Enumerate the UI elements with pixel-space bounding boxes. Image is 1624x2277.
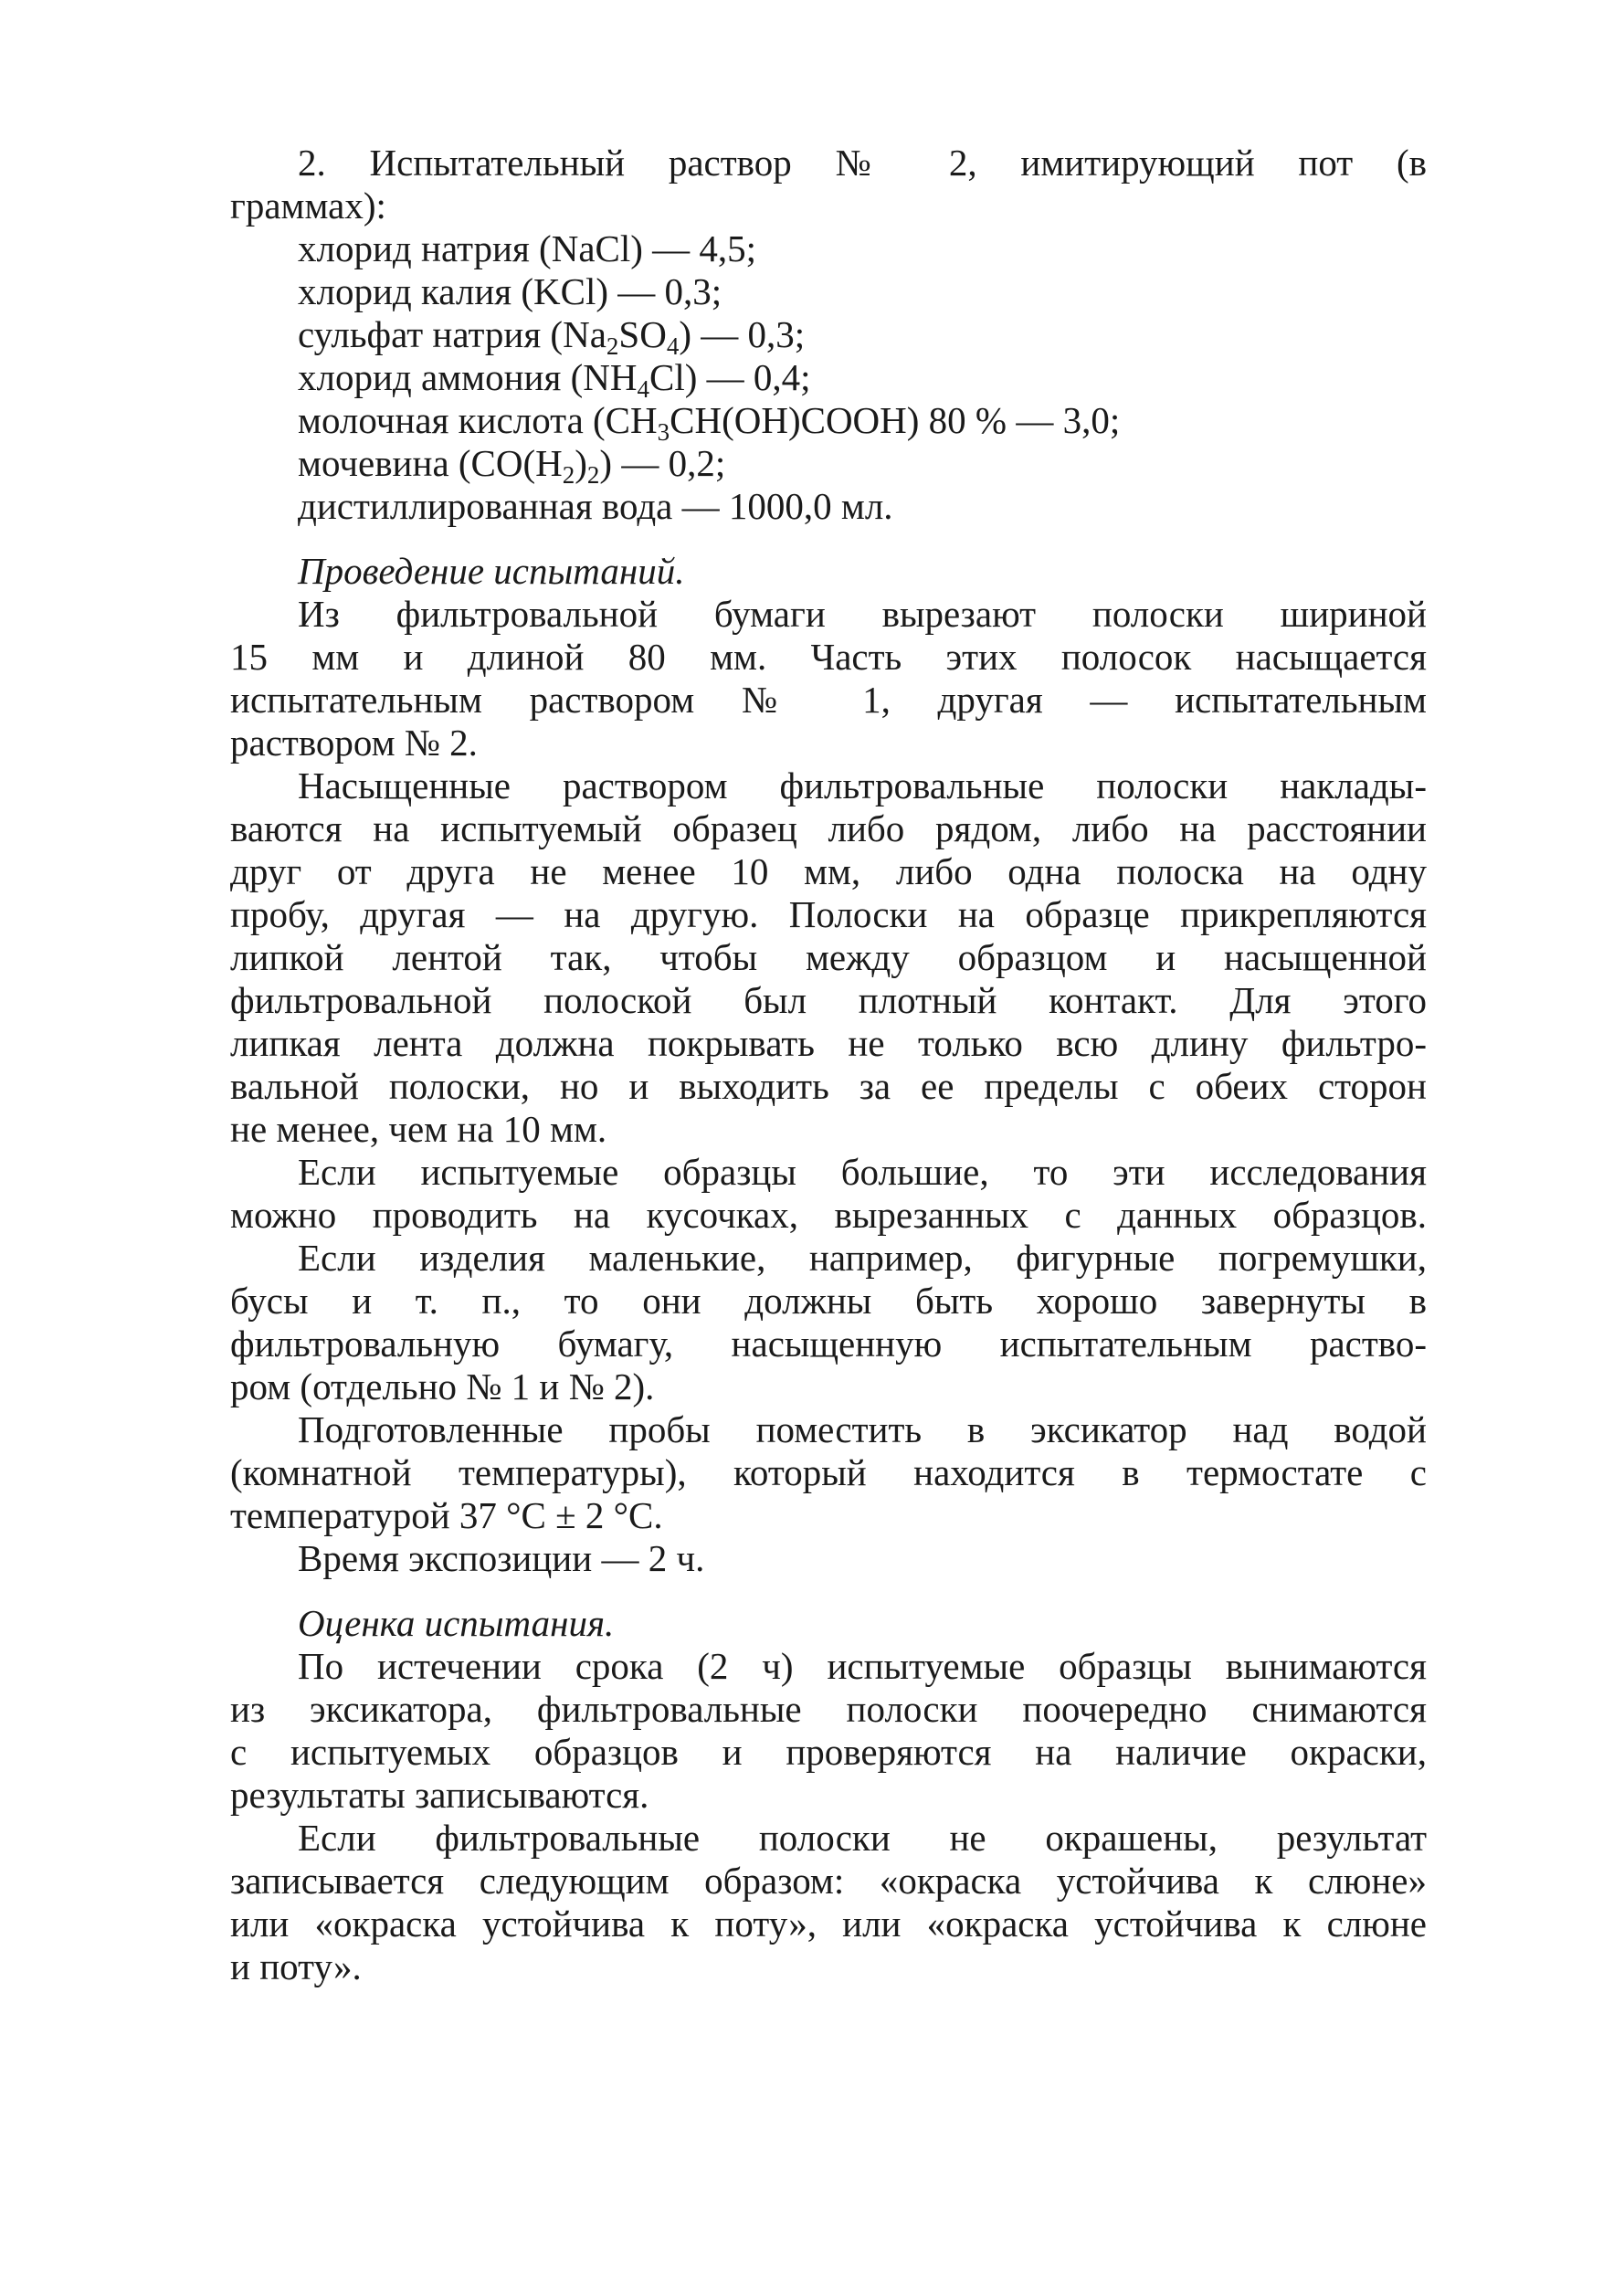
evaluation-line: с испытуемых образцов и проверяются на наличие окраски, [230, 1731, 1427, 1773]
procedure-line: фильтровальной полоской был плотный контакт. Для этого [230, 979, 1427, 1021]
procedure-line: Время экспозиции — 2 ч. [298, 1537, 705, 1579]
procedure-line: фильтровальную бумагу, насыщенную испытательным раство- [230, 1323, 1427, 1365]
ingredient-urea: мочевина $(CO(H_2)_2)$ — 0,2; [298, 442, 726, 489]
procedure-line: друг от друга не менее 10 мм, либо одна полоска на одну [230, 850, 1427, 892]
procedure-line: раствором № 2. [230, 722, 478, 764]
section-2-title-line-1: 2. Испытательный раствор № 2, имитирующий пот (в [298, 142, 1427, 184]
procedure-line: пробу, другая — на другую. Полоски на образце прикрепляются [230, 893, 1427, 935]
evaluation-line: или «окраска устойчива к поту», или «окраска устойчива к слюне [230, 1903, 1427, 1945]
procedure-line: липкой лентой так, чтобы между образцом и насыщенной [230, 936, 1427, 978]
procedure-line: Подготовленные пробы поместить в эксикатор над водой [298, 1408, 1427, 1450]
procedure-line: ваются на испытуемый образец либо рядом, либо на расстоянии [230, 807, 1427, 849]
procedure-line: испытательным раствором № 1, другая — испытательным [230, 679, 1427, 721]
procedure-line: бусы и т. п., то они должны быть хорошо завернуты в [230, 1280, 1427, 1322]
procedure-line: ром (отдельно № 1 и № 2). [230, 1365, 655, 1407]
evaluation-line: Если фильтровальные полоски не окрашены, результат [298, 1817, 1427, 1859]
procedure-line: липкая лента должна покрывать не только всю длину фильтро- [230, 1022, 1427, 1064]
procedure-line: Насыщенные раствором фильтровальные полоски наклады- [298, 764, 1427, 806]
procedure-line: Если испытуемые образцы большие, то эти исследования [298, 1151, 1427, 1193]
ingredient-ammonium-chloride: хлорид аммония $(NH_4Cl)$ — 0,4; [298, 356, 811, 403]
section-2-title-line-2: граммах): [230, 184, 386, 227]
evaluation-heading: Оценка испытания. [298, 1602, 615, 1644]
procedure-line: Из фильтровальной бумаги вырезают полоски шириной [298, 593, 1427, 635]
evaluation-line: из эксикатора, фильтровальные полоски поочередно снимаются [230, 1688, 1427, 1730]
ingredient-distilled-water: дистиллированная вода — 1000,0 мл. [298, 485, 893, 527]
ingredient-sodium-chloride: хлорид натрия (NaCl) — 4,5; [298, 227, 757, 269]
procedure-line: температурой 37 °С ± 2 °С. [230, 1494, 663, 1536]
evaluation-line: По истечении срока (2 ч) испытуемые образцы вынимаются [298, 1645, 1427, 1687]
ingredient-sodium-sulfate: сульфат натрия $(Na_2SO_4)$ — 0,3; [298, 313, 806, 360]
evaluation-line: и поту». [230, 1945, 362, 1987]
evaluation-line: результаты записываются. [230, 1774, 649, 1816]
procedure-line: можно проводить на кусочках, вырезанных с данных образцов. [230, 1194, 1427, 1236]
procedure-line: 15 мм и длиной 80 мм. Часть этих полосок насыщается [230, 636, 1427, 678]
procedure-line: вальной полоски, но и выходить за ее пределы с обеих сторон [230, 1065, 1427, 1107]
ingredient-potassium-chloride: хлорид калия (KCl) — 0,3; [298, 270, 722, 312]
procedure-line: (комнатной температуры), который находится в термостате с [230, 1451, 1427, 1493]
procedure-heading: Проведение испытаний. [298, 550, 685, 592]
ingredient-lactic-acid: молочная кислота $(CH_3CH(OH)COOH)$ 80 % — 3,0; [298, 399, 1121, 446]
document-page [230, 142, 1427, 1988]
procedure-line: не менее, чем на 10 мм. [230, 1108, 607, 1150]
evaluation-line: записывается следующим образом: «окраска устойчива к слюне» [230, 1860, 1427, 1902]
procedure-line: Если изделия маленькие, например, фигурные погремушки, [298, 1237, 1427, 1279]
